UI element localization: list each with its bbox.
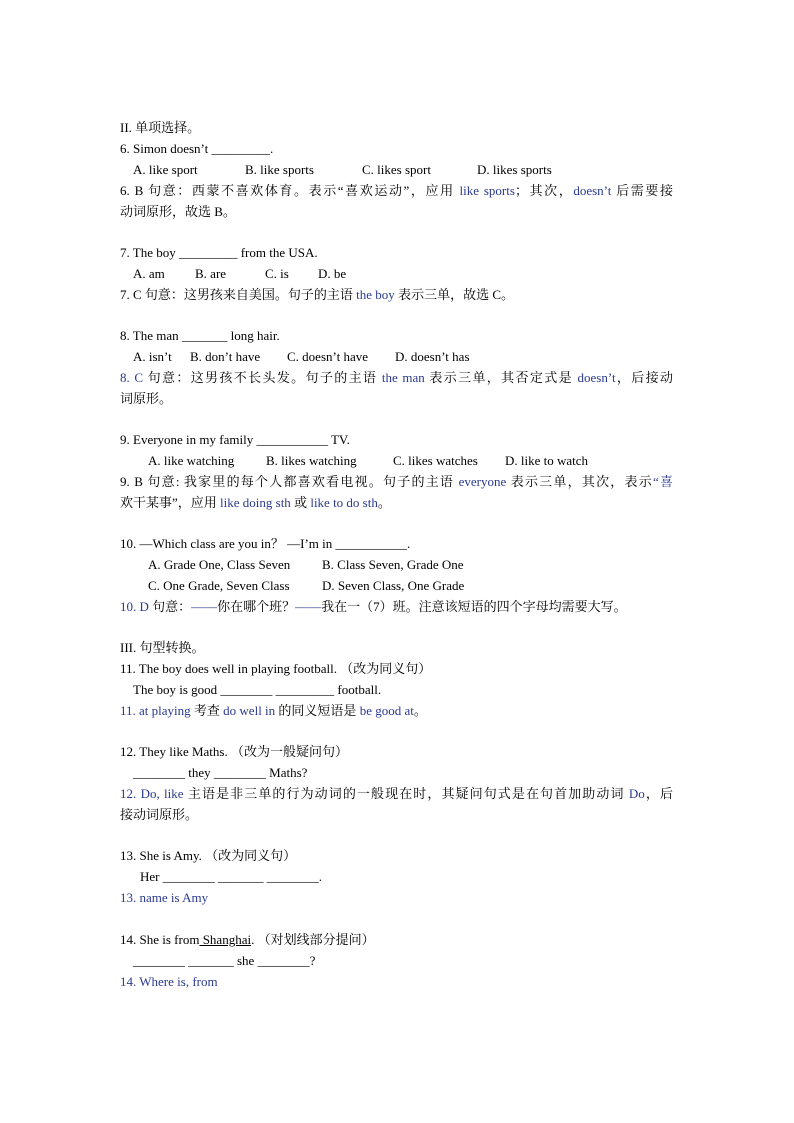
option-a: A. isn’t [133,349,172,364]
question-12-stem: 12. They like Maths. （改为一般疑问句） [120,744,348,759]
option-d: D. Seven Class, One Grade [322,578,465,593]
option-c: C. One Grade, Seven Class [148,578,290,593]
explanation-text: 句意： [148,599,192,614]
explanation-text: ；其次， [514,183,574,198]
explanation-text: 动词原形，故选 B。 [120,204,236,219]
dash-mark: —— [191,599,218,614]
explanation-text: 考查 [190,703,224,718]
question-12-fill-line: ________ they ________ Maths? [133,765,308,780]
highlighted-term: doesn’t [577,370,616,385]
explanation-text: 6. B 句意：西蒙不喜欢体育。表示“喜欢运动”，应用 [120,183,460,198]
explanation-text: 欢干某事”，应用 [120,495,221,510]
option-b: B. Class Seven, Grade One [322,557,464,572]
question-9-options [120,450,676,471]
question-13-fill-line: Her ________ _______ ________. [140,869,322,884]
explanation-text: 或 [290,495,311,510]
underlined-word: Shanghai [199,932,252,947]
highlighted-term: “喜 [652,474,673,489]
question-6-options [120,159,676,180]
section-heading-part2: II. 单项选择。 [120,120,201,135]
highlighted-term: the man [381,370,425,385]
answer-key: 8. C [120,370,144,385]
highlighted-term: like to do sth [310,495,378,510]
question-6-explanation-line-1 [120,180,673,201]
option-b: B. likes watching [266,453,357,468]
explanation-text: 的同义短语是 [275,703,360,718]
option-d: D. like to watch [505,453,589,468]
question-6-explanation-line-2 [120,201,236,222]
question-10-explanation-line-1 [120,596,627,617]
highlighted-term: the boy [356,287,395,302]
explanation-text: 词原形。 [120,391,173,406]
explanation-text: 你在哪个班？ [217,599,296,614]
question-10-stem: 10. —Which class are you in？ —I’m in ___________. [120,536,411,551]
question-11-stem: 11. The boy does well in playing football. （改为同义句） [120,661,432,676]
option-d: D. doesn’t has [395,349,470,364]
explanation-text: 主语是非三单的行为动词的一般现在时，其疑问句式是在句首加助动词 [183,786,629,801]
question-9-stem: 9. Everyone in my family ___________ TV. [120,432,350,447]
explanation-text: 7. C 句意：这男孩来自美国。句子的主语 [120,287,357,302]
answer-key: 14. Where is, from [120,974,218,989]
highlighted-term: be good at [359,703,414,718]
explanation-text: ，后 [644,786,673,801]
option-a: A. Grade One, Class Seven [148,557,291,572]
explanation-text: 表示三单，故选 C。 [394,287,514,302]
explanation-text: 。 [377,495,391,510]
answer-key: 11. at playing [120,703,191,718]
question-9-explanation-line-2 [120,492,391,513]
option-c: C. likes watches [393,453,478,468]
question-8-stem: 8. The man _______ long hair. [120,328,280,343]
explanation-text: 表示三单，其否定式是 [424,370,578,385]
question-14-explanation-line-1 [120,971,218,992]
explanation-text: 后需要接 [611,183,673,198]
highlighted-term: do well in [223,703,276,718]
question-6-stem: 6. Simon doesn’t _________. [120,141,274,156]
highlighted-term: Do [628,786,645,801]
question-8-explanation-line-2 [120,388,172,409]
question-9-explanation-line-1 [120,471,673,492]
highlighted-term: like doing sth [220,495,291,510]
option-b: B. are [195,266,227,281]
question-8-options [120,346,676,367]
dash-mark: —— [295,599,322,614]
explanation-text: 9. B 句意: 我家里的每个人都喜欢看电视。句子的主语 [120,474,459,489]
question-14-fill-line: ________ _______ she ________? [133,953,316,968]
answer-key: 10. D [120,599,149,614]
question-13-explanation-line-1 [120,887,208,908]
answer-key: 13. name is Amy [120,890,209,905]
question-7-explanation-line-1 [120,284,514,305]
question-10-options-row-1 [120,554,676,575]
option-a: A. like sport [133,162,198,177]
option-c: C. likes sport [362,162,431,177]
highlighted-term: everyone [458,474,507,489]
section-heading-part3: III. 句型转换。 [120,640,205,655]
option-a: A. like watching [148,453,235,468]
explanation-text: 句意：这男孩不长头发。句子的主语 [143,370,382,385]
option-c: C. doesn’t have [287,349,368,364]
option-b: B. like sports [245,162,314,177]
question-12-explanation-line-1 [120,783,673,804]
question-text: . （对划线部分提问） [251,932,375,947]
question-11-explanation-line-1 [120,700,427,721]
question-13-stem: 13. She is Amy. （改为同义句） [120,848,297,863]
explanation-text: 表示三单，其次，表示 [506,474,653,489]
explanation-text: 。 [413,703,427,718]
question-11-fill-line: The boy is good ________ _________ football. [133,682,382,697]
option-d: D. be [318,266,347,281]
option-b: B. don’t have [190,349,261,364]
answer-key: 12. Do, like [120,786,184,801]
explanation-text: ，后接动 [615,370,673,385]
question-14-stem [120,929,375,950]
question-10-options-row-2 [120,575,676,596]
option-a: A. am [133,266,165,281]
question-8-explanation-line-1 [120,367,673,388]
highlighted-term: like sports [459,183,515,198]
question-7-stem: 7. The boy _________ from the USA. [120,245,318,260]
highlighted-term: doesn’t [573,183,612,198]
explanation-text: 接动词原形。 [120,807,199,822]
option-d: D. likes sports [477,162,552,177]
option-c: C. is [265,266,289,281]
explanation-text: 我在一（7）班。注意该短语的四个字母均需要大写。 [321,599,627,614]
question-12-explanation-line-2 [120,804,198,825]
question-7-options [120,263,676,284]
question-text: 14. She is from [120,932,200,947]
